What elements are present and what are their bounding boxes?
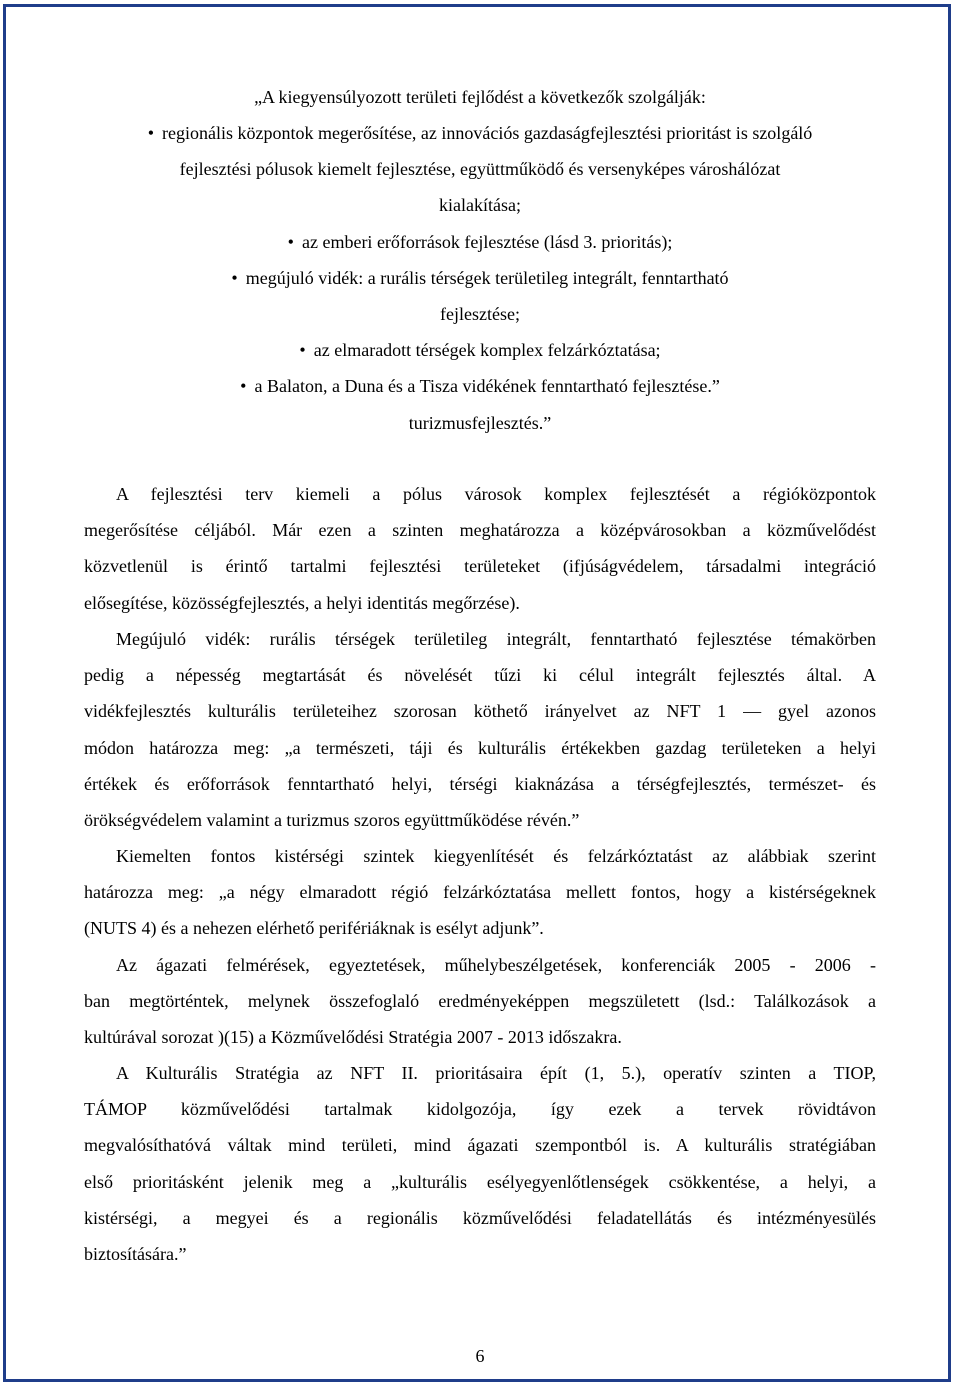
quote-intro: „A kiegyensúlyozott területi fejlődést a következők szolgálják:: [254, 87, 706, 107]
body-paragraph: [84, 1055, 876, 1272]
paragraph-line: első prioritásként jelenik meg a „kulturális esélyegyenlőtlenségek csökkentése, a helyi, a: [84, 1171, 876, 1192]
paragraph-line: értékek és erőforrások fenntartható helyi, térségi kiaknázása a térségfejlesztés, természet- és: [84, 773, 876, 794]
bullet-item-continuation: fejlesztése;: [440, 304, 520, 324]
bullet-item-continuation: turizmusfejlesztés.”: [408, 413, 552, 433]
paragraph-line: Megújuló vidék: rurális térségek területileg integrált, fenntartható fejlesztése témakörben: [116, 629, 876, 649]
paragraph-line: ban megtörténtek, melynek összefoglaló eredményeképpen megszületett (lsd.: Találkozások a: [84, 991, 876, 1012]
bullet-item: • megújuló vidék: a rurális térségek területileg integrált, fenntartható: [231, 268, 729, 288]
bullet-item: • a Balaton, a Duna és a Tisza vidékének fenntartható fejlesztése.”: [240, 376, 720, 396]
bullet-icon: •: [231, 268, 238, 288]
body-paragraph: [84, 476, 876, 621]
body-paragraph: [84, 621, 876, 838]
paragraph-line: vidékfejlesztés kulturális területeihez szorosan köthető irányelvet az NFT 1 — gyel azonos: [84, 701, 876, 722]
paragraph-line: pedig a népesség megtartását és növelését tűzi ki célul integrált fejlesztés által. A: [84, 665, 876, 686]
body-paragraph: [84, 947, 876, 1056]
paragraph-line: megvalósíthatóvá váltak mind területi, mind ágazati szempontból is. A kulturális stratégiában: [84, 1135, 876, 1156]
bullet-icon: •: [240, 376, 247, 396]
paragraph-line: elősegítése, közösségfejlesztés, a helyi identitás megőrzése).: [84, 592, 520, 613]
page-number: 6: [475, 1346, 485, 1366]
bullet-item-continuation: fejlesztési pólusok kiemelt fejlesztése, együttműködő és versenyképes városhálózat: [179, 159, 781, 179]
paragraph-line: megerősítése céljából. Már ezen a szinten meghatározza a középvárosokban a közművelődést: [84, 520, 876, 541]
paragraph-line: (NUTS 4) és a nehezen elérhető perifériáknak is esélyt adjunk”.: [84, 918, 544, 939]
paragraph-line: A fejlesztési terv kiemeli a pólus városok komplex fejlesztését a régióközpontok: [116, 484, 876, 504]
paragraph-line: A Kulturális Stratégia az NFT II. prioritásaira épít (1, 5.), operatív szinten a TIOP,: [116, 1063, 876, 1083]
paragraph-line: Az ágazati felmérések, egyeztetések, műhelybeszélgetések, konferenciák 2005 - 2006 -: [116, 955, 876, 975]
paragraph-line: TÁMOP közművelődési tartalmak kidolgozója, így ezek a tervek rövidtávon: [84, 1099, 876, 1120]
paragraph-line: közvetlenül is érintő tartalmi fejlesztési területeket (ifjúságvédelem, társadalmi integráció: [84, 556, 876, 577]
bullet-item: • regionális központok megerősítése, az innovációs gazdaságfejlesztési prioritást is szolgáló: [147, 123, 813, 143]
bullet-item: • az elmaradott térségek komplex felzárkóztatása;: [299, 340, 661, 360]
paragraph-line: örökségvédelem valamint a turizmus szoros együttműködése révén.”: [84, 809, 580, 830]
paragraph-line: kultúrával sorozat )(15) a Közművelődési Stratégia 2007 - 2013 időszakra.: [84, 1027, 622, 1048]
bullet-icon: •: [147, 123, 154, 143]
bullet-icon: •: [287, 232, 294, 252]
paragraph-line: kistérségi, a megyei és a regionális közművelődési feladatellátás és intézményesülés: [84, 1207, 876, 1228]
bullet-icon: •: [299, 340, 306, 360]
paragraph-line: módon határozza meg: „a természeti, táji és kulturális értékekben gazdag területeken a helyi: [84, 737, 876, 758]
paragraph-line: Kiemelten fontos kistérségi szintek kiegyenlítését és felzárkóztatást az alábbiak szerint: [116, 846, 876, 866]
bullet-item: • az emberi erőforrások fejlesztése (lásd 3. prioritás);: [287, 232, 673, 252]
paragraph-line: határozza meg: „a négy elmaradott régió felzárkóztatása mellett fontos, hogy a kistérségeknek: [84, 882, 876, 903]
paragraph-line: biztosítására.”: [84, 1243, 187, 1264]
bullet-item-continuation: kialakítása;: [439, 195, 521, 215]
body-paragraph: [84, 838, 876, 947]
